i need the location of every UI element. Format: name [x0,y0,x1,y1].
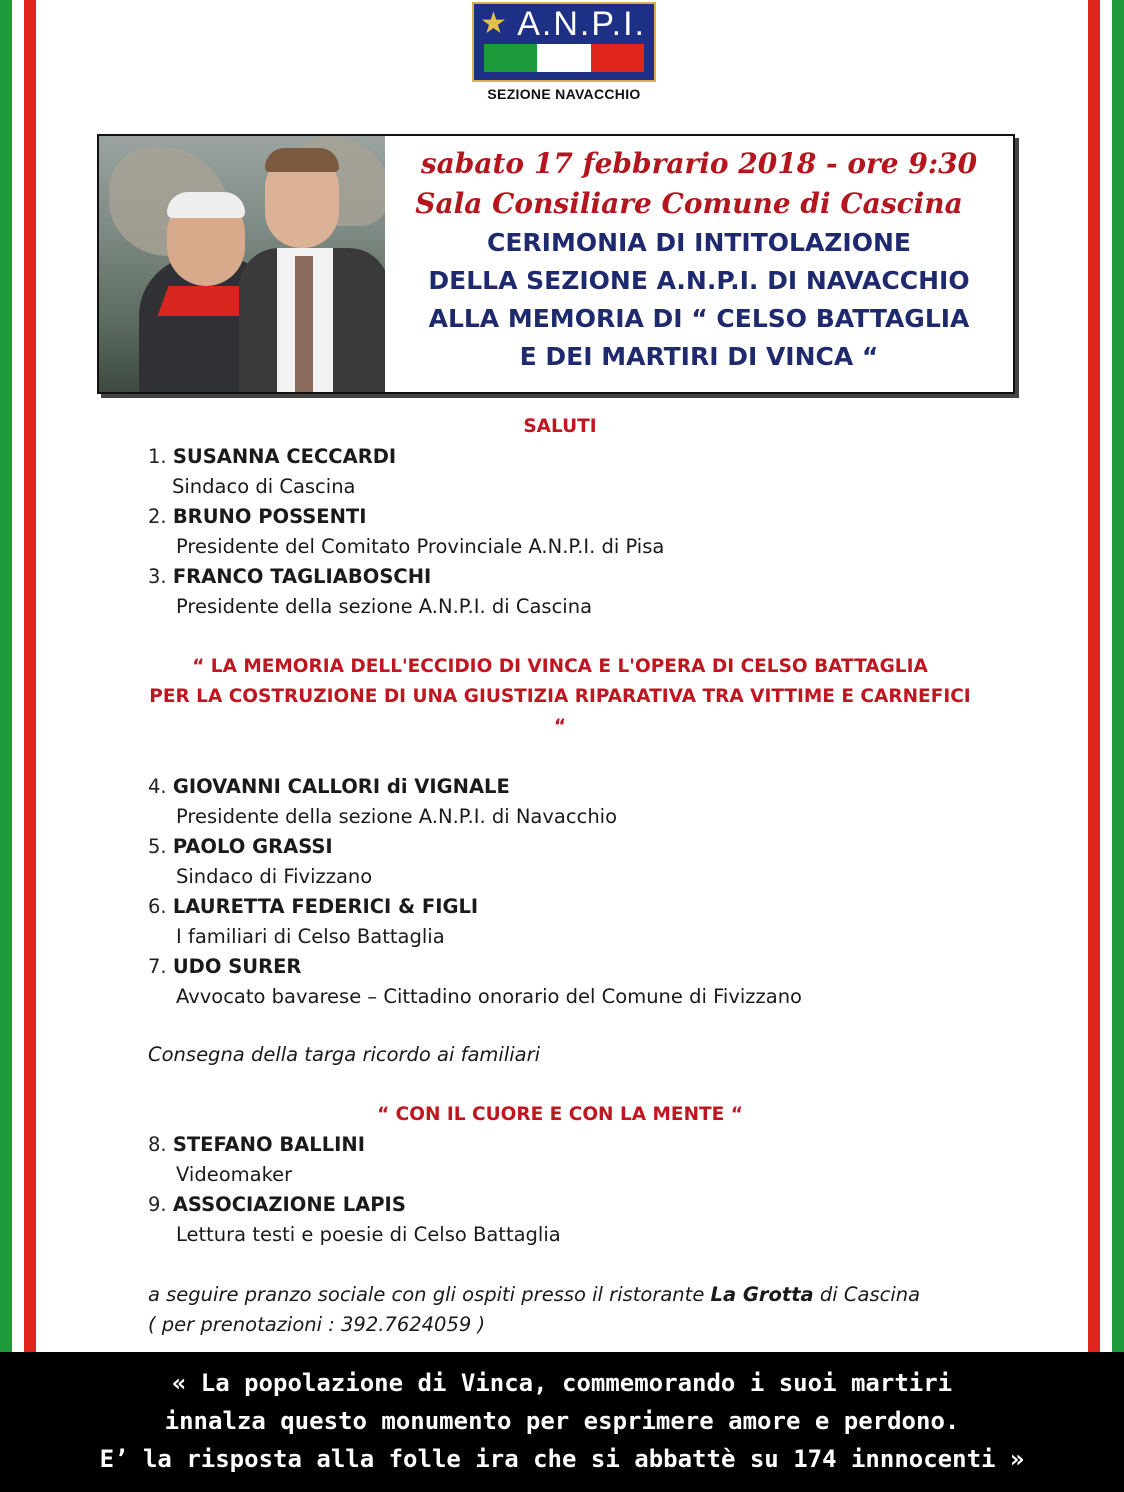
header-text [385,136,1013,392]
speaker-name: GIOVANNI CALLORI di VIGNALE [172,775,510,798]
memoria-title: PER LA COSTRUZIONE DI UNA GIUSTIZIA RIPARATIVA TRA VITTIME E CARNEFICI “ [149,686,971,737]
pranzo-text-end: di Cascina [813,1283,921,1306]
italian-flag-icon [484,44,644,72]
anpi-logo-badge [472,2,656,82]
right-tricolor-stripes [1088,0,1124,1352]
consegna-note: Consegna della targa ricordo ai familiari [148,1043,541,1066]
event-title-line: CERIMONIA DI INTITOLAZIONE [487,228,911,257]
speaker-name: SUSANNA CECCARDI [172,445,397,468]
speaker-role: Sindaco di Cascina [172,475,356,498]
event-date: sabato 17 febbrario 2018 - ore 9:30 [420,147,978,180]
speaker-name: FRANCO TAGLIABOSCHI [172,565,432,588]
item-number: 2. [148,505,167,528]
speaker-name: STEFANO BALLINI [172,1133,365,1156]
pranzo-text: a seguire pranzo sociale con gli ospiti presso il ristorante [148,1283,711,1306]
memoria-title: “ LA MEMORIA DELL'ECCIDIO DI VINCA E L'OPERA DI CELSO BATTAGLIA [192,656,928,677]
star-icon: ★ [480,6,507,41]
list-item [148,1130,1028,1190]
speaker-role: Avvocato bavarese – Cittadino onorario del Comune di Fivizzano [176,985,802,1008]
item-number: 4. [148,775,167,798]
item-number: 1. [148,445,167,468]
restaurant-name: La Grotta [710,1283,814,1306]
speaker-name: BRUNO POSSENTI [172,505,367,528]
program [148,412,1028,1340]
event-header [97,134,1015,394]
logo-caption: SEZIONE NAVACCHIO [487,86,641,102]
item-number: 7. [148,955,167,978]
speaker-name: PAOLO GRASSI [172,835,333,858]
list-item [148,442,1028,502]
speaker-role: Presidente della sezione A.N.P.I. di Cascina [176,595,593,618]
pranzo-note [148,1280,1028,1310]
speaker-name: LAURETTA FEDERICI & FIGLI [172,895,479,918]
speaker-role: I familiari di Celso Battaglia [176,925,445,948]
list-item [148,832,1028,892]
quote-line: E’ la risposta alla folle ira che si abbattè su 174 innnocenti » [99,1445,1025,1473]
event-photo [99,136,385,392]
left-tricolor-stripes [0,0,36,1352]
list-item [148,502,1028,562]
item-number: 3. [148,565,167,588]
speaker-role: Videomaker [176,1163,293,1186]
saluti-title: SALUTI [523,416,597,437]
item-number: 6. [148,895,167,918]
item-number: 5. [148,835,167,858]
anpi-logo [472,2,656,102]
item-number: 8. [148,1133,167,1156]
list-item [148,1190,1028,1250]
item-number: 9. [148,1193,167,1216]
speaker-role: Lettura testi e poesie di Celso Battaglia [176,1223,561,1246]
speaker-role: Sindaco di Fivizzano [176,865,373,888]
quote-band [0,1352,1124,1492]
speaker-name: UDO SURER [172,955,302,978]
speaker-name: ASSOCIAZIONE LAPIS [172,1193,406,1216]
cuore-title: “ CON IL CUORE E CON LA MENTE “ [377,1104,743,1125]
speaker-role: Presidente del Comitato Provinciale A.N.P.I. di Pisa [176,535,665,558]
event-title-line: DELLA SEZIONE A.N.P.I. DI NAVACCHIO [428,266,970,295]
prenotazioni-note: ( per prenotazioni : 392.7624059 ) [148,1313,486,1336]
quote-line: « La popolazione di Vinca, commemorando i suoi martiri [171,1369,953,1397]
quote-line: innalza questo monumento per esprimere amore e perdono. [164,1407,960,1435]
list-item [148,772,1028,832]
list-item [148,892,1028,952]
list-item [148,562,1028,622]
event-title-line: ALLA MEMORIA DI “ CELSO BATTAGLIA [428,304,970,333]
list-item [148,952,1028,1012]
logo-text: A.N.P.I. [517,5,646,43]
event-place: Sala Consiliare Comune di Cascina [415,187,963,220]
speaker-role: Presidente della sezione A.N.P.I. di Navacchio [176,805,618,828]
event-title-line: E DEI MARTIRI DI VINCA “ [519,342,879,371]
